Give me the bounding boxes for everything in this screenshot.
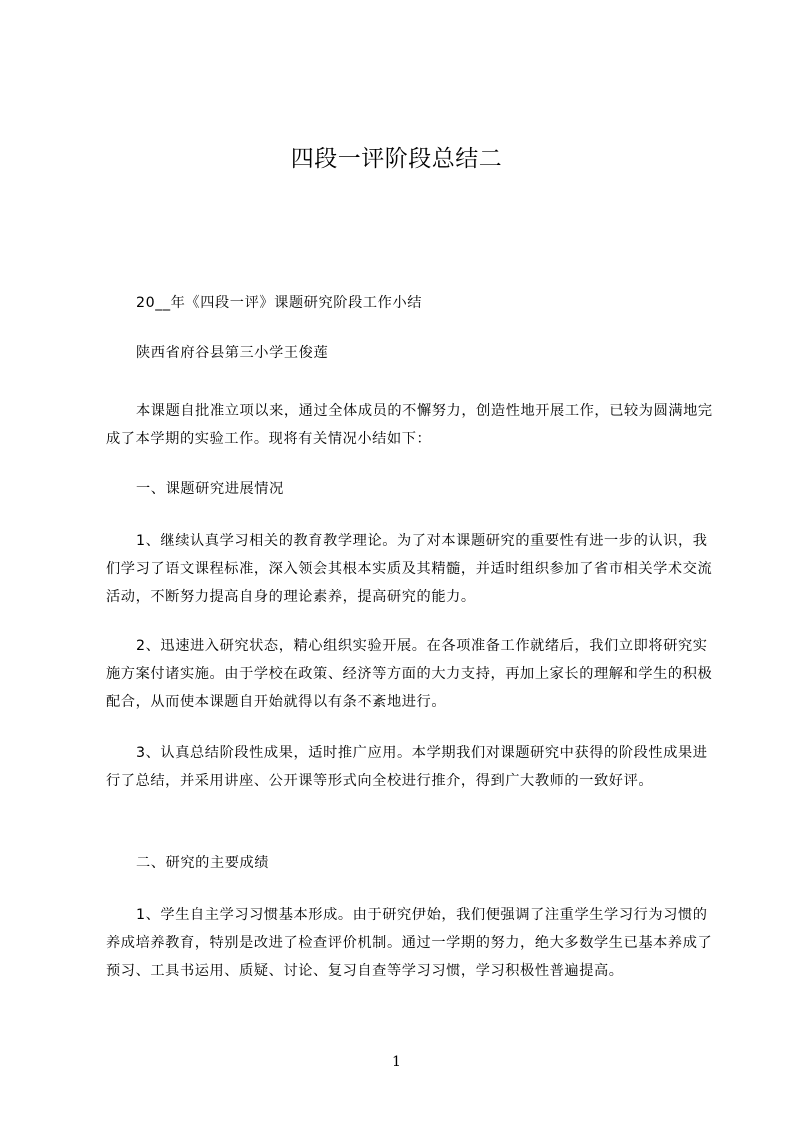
author-paragraph: 陕西省府谷县第三小学王俊莲 xyxy=(136,345,329,361)
body-paragraph-4: 1、学生自主学习习惯基本形成。由于研究伊始，我们便强调了注重学生学习行为习惯的养成培养教育，特别是改进了检查评价机制。通过一学期的努力，绝大多数学生已基本养成了预习、工具书运用、质疑、讨论、复习自查等学习习惯，学习积极性普遍提高。 xyxy=(106,907,713,979)
page-title: 四段一评阶段总结二 xyxy=(290,146,503,172)
page-number: 1 xyxy=(392,1054,401,1070)
section-heading-2: 二、研究的主要成绩 xyxy=(136,855,270,871)
section-heading-1: 一、课题研究进展情况 xyxy=(136,481,284,497)
subtitle-paragraph: 20__年《四段一评》课题研究阶段工作小结 xyxy=(136,295,423,311)
body-paragraph-2: 2、迅速进入研究状态，精心组织实验开展。在各项准备工作就绪后，我们立即将研究实施方案付诸实施。由于学校在政策、经济等方面的大力支持，再加上家长的理解和学生的积极配合，从而使本课题自开始就得以有条不紊地进行。 xyxy=(106,638,713,710)
body-paragraph-1: 1、继续认真学习相关的教育教学理论。为了对本课题研究的重要性有进一步的认识，我们学习了语文课程标准，深入领会其根本实质及其精髓，并适时组织参加了省市相关学术交流活动，不断努力提高自身的理论素养，提高研究的能力。 xyxy=(106,533,713,605)
intro-paragraph: 本课题自批准立项以来，通过全体成员的不懈努力，创造性地开展工作，已较为圆满地完成了本学期的实验工作。现将有关情况小结如下： xyxy=(106,403,713,447)
body-paragraph-3: 3、认真总结阶段性成果，适时推广应用。本学期我们对课题研究中获得的阶段性成果进行了总结，并采用讲座、公开课等形式向全校进行推介，得到广大教师的一致好评。 xyxy=(106,745,708,789)
